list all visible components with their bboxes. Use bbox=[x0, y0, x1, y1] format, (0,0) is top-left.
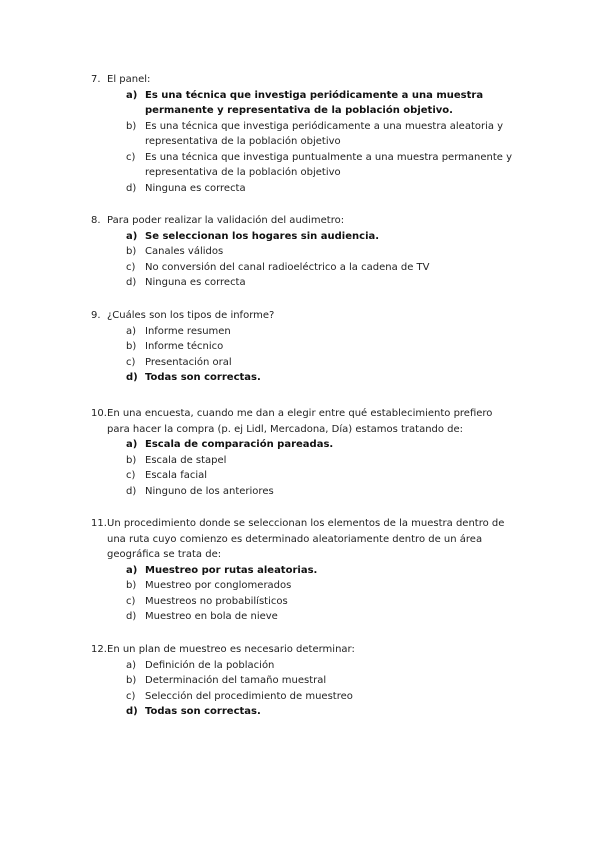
question-number: 12. bbox=[91, 644, 107, 655]
option-text: Todas son correctas. bbox=[145, 706, 261, 717]
option-letter: b) bbox=[126, 120, 137, 132]
option-letter: d) bbox=[126, 277, 137, 288]
question-11 bbox=[0, 516, 600, 625]
question-number: 10. bbox=[91, 408, 107, 419]
option-d bbox=[0, 370, 600, 386]
option-text: Escala facial bbox=[145, 470, 208, 481]
option-a bbox=[0, 437, 600, 453]
question-7 bbox=[0, 72, 600, 196]
option-c bbox=[0, 689, 600, 705]
question-number: 9. bbox=[91, 310, 101, 321]
option-text: Es una técnica que investiga periódicamente a una muestra aleatoria y representativa de la población objetivo bbox=[145, 120, 504, 147]
question-9 bbox=[0, 308, 600, 386]
option-d bbox=[0, 484, 600, 500]
option-a bbox=[0, 563, 600, 579]
option-a bbox=[0, 324, 600, 340]
option-d bbox=[0, 704, 600, 720]
option-a bbox=[0, 658, 600, 674]
option-text: Muestreo por rutas aleatorias. bbox=[145, 564, 318, 576]
option-c bbox=[0, 468, 600, 484]
option-b bbox=[0, 244, 600, 260]
option-b bbox=[0, 453, 600, 469]
option-d bbox=[0, 181, 600, 197]
option-letter: b) bbox=[126, 675, 137, 686]
option-letter: b) bbox=[126, 580, 137, 591]
option-letter: c) bbox=[126, 690, 136, 702]
option-text: Ninguna es correcta bbox=[145, 182, 246, 194]
option-text: Definición de la población bbox=[145, 659, 275, 671]
option-letter: d) bbox=[126, 372, 138, 383]
option-text: Determinación del tamaño muestral bbox=[145, 675, 327, 686]
option-letter: b) bbox=[126, 341, 137, 352]
question-stem bbox=[0, 308, 600, 324]
option-text: Muestreo por conglomerados bbox=[145, 580, 292, 591]
option-text: Es una técnica que investiga periódicamente a una muestra permanente y representativa de la población objetivo. bbox=[145, 89, 484, 116]
question-stem bbox=[0, 516, 600, 563]
option-text: Todas son correctas. bbox=[145, 372, 261, 383]
option-letter: b) bbox=[126, 454, 137, 466]
option-text: Escala de comparación pareadas. bbox=[145, 439, 334, 450]
option-text: Se seleccionan los hogares sin audiencia. bbox=[145, 230, 380, 242]
option-letter: c) bbox=[126, 261, 136, 273]
option-c bbox=[0, 150, 600, 181]
question-number: 8. bbox=[91, 215, 101, 226]
option-text: Escala de stapel bbox=[145, 454, 227, 466]
option-letter: a) bbox=[126, 439, 138, 450]
option-letter: d) bbox=[126, 706, 138, 717]
question-text: Para poder realizar la validación del audimetro: bbox=[107, 215, 345, 226]
option-letter: c) bbox=[126, 151, 136, 163]
option-letter: c) bbox=[126, 595, 136, 607]
question-text: El panel: bbox=[107, 74, 151, 85]
option-text: Informe técnico bbox=[145, 341, 224, 352]
question-stem bbox=[0, 406, 600, 437]
option-letter: b) bbox=[126, 246, 137, 257]
question-12 bbox=[0, 642, 600, 720]
option-text: Canales válidos bbox=[145, 246, 224, 257]
option-d bbox=[0, 609, 600, 625]
option-letter: a) bbox=[126, 230, 138, 242]
question-number: 11. bbox=[91, 518, 107, 529]
option-letter: a) bbox=[126, 325, 137, 337]
option-letter: d) bbox=[126, 182, 137, 194]
option-c bbox=[0, 594, 600, 610]
option-letter: c) bbox=[126, 470, 136, 481]
question-text: En una encuesta, cuando me dan a elegir entre qué establecimiento prefiero para hacer la compra (p. ej Lidl, Mercadona, Día) estamos tratando de: bbox=[107, 408, 493, 435]
option-b bbox=[0, 339, 600, 355]
option-text: Selección del procedimiento de muestreo bbox=[145, 690, 353, 702]
option-c bbox=[0, 355, 600, 371]
option-letter: d) bbox=[126, 611, 137, 622]
option-a bbox=[0, 229, 600, 245]
option-text: Es una técnica que investiga puntualmente a una muestra permanente y representativa de la población objetivo bbox=[145, 151, 512, 178]
question-text: Un procedimiento donde se seleccionan los elementos de la muestra dentro de una ruta cuyo comienzo es determinado aleatoriamente dentro de un área geográfica se trata de: bbox=[107, 518, 505, 560]
question-stem bbox=[0, 72, 600, 88]
option-a bbox=[0, 88, 600, 119]
option-text: Informe resumen bbox=[145, 325, 231, 337]
option-b bbox=[0, 578, 600, 594]
question-10 bbox=[0, 406, 600, 499]
option-letter: a) bbox=[126, 89, 138, 101]
option-b bbox=[0, 119, 600, 150]
option-text: No conversión del canal radioeléctrico a la cadena de TV bbox=[145, 261, 430, 273]
option-b bbox=[0, 673, 600, 689]
option-c bbox=[0, 260, 600, 276]
option-text: Muestreo en bola de nieve bbox=[145, 611, 278, 622]
option-letter: c) bbox=[126, 356, 136, 368]
question-number: 7. bbox=[91, 74, 101, 85]
question-stem bbox=[0, 213, 600, 229]
question-text: En un plan de muestreo es necesario determinar: bbox=[107, 644, 355, 655]
question-8 bbox=[0, 213, 600, 291]
option-d bbox=[0, 275, 600, 291]
option-text: Ninguno de los anteriores bbox=[145, 485, 274, 497]
option-letter: d) bbox=[126, 485, 137, 497]
question-text: ¿Cuáles son los tipos de informe? bbox=[107, 310, 275, 321]
option-text: Muestreos no probabilísticos bbox=[145, 595, 288, 607]
option-letter: a) bbox=[126, 659, 137, 671]
option-text: Presentación oral bbox=[145, 356, 232, 368]
question-stem bbox=[0, 642, 600, 658]
option-letter: a) bbox=[126, 564, 138, 576]
option-text: Ninguna es correcta bbox=[145, 277, 246, 288]
